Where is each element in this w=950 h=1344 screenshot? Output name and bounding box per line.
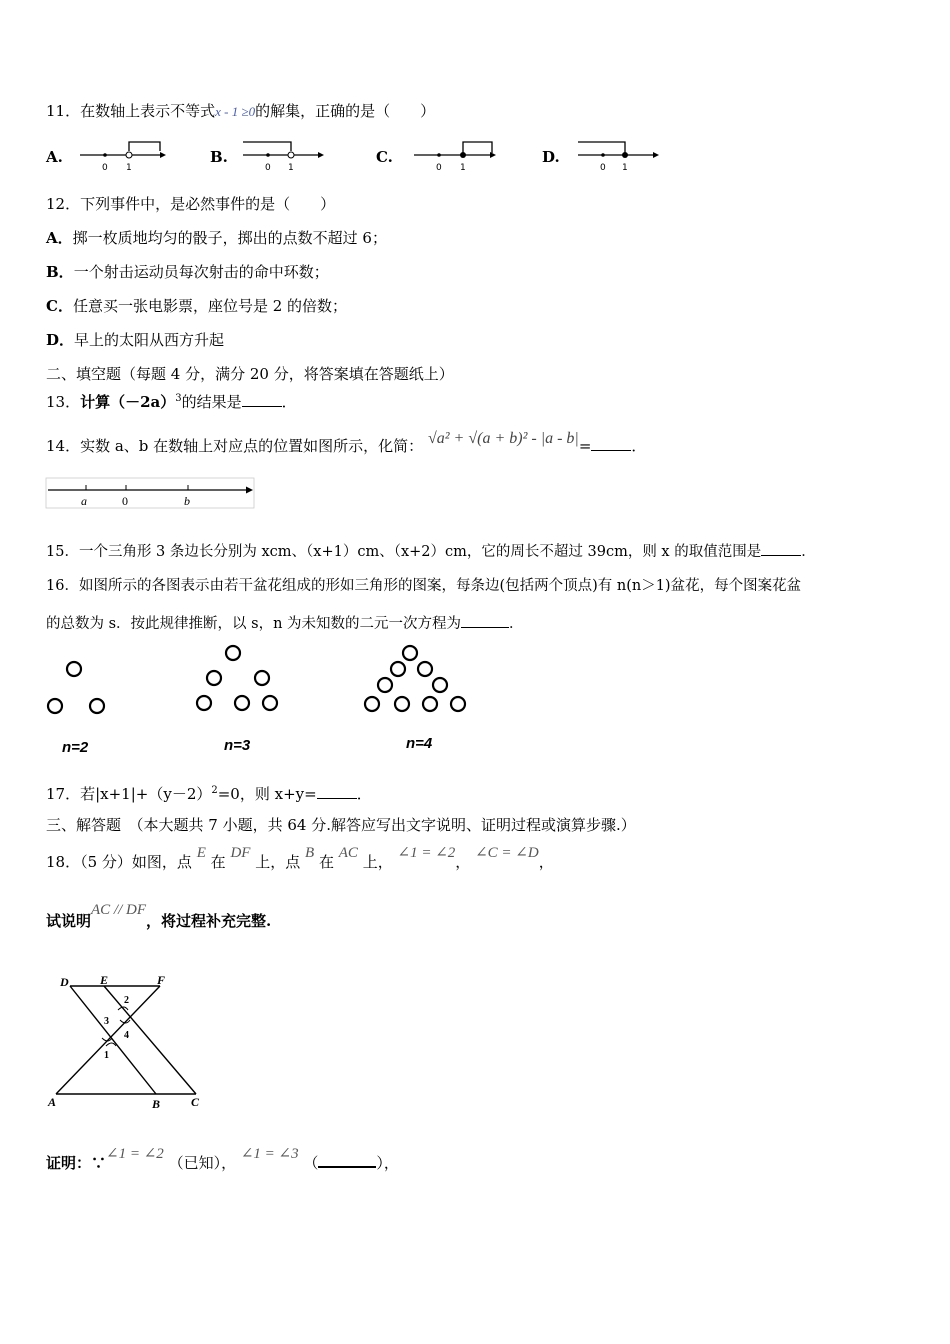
svg-text:F: F xyxy=(157,973,166,987)
q17-answer-blank[interactable] xyxy=(317,784,357,799)
flower-pot xyxy=(197,696,211,710)
flower-pot xyxy=(255,671,269,685)
q11-option-b-numberline xyxy=(243,140,333,175)
q12-option-b[interactable]: B．一个射击运动员每次射击的命中环数； xyxy=(46,263,329,281)
q12-option-d[interactable]: D．早上的太阳从西方升起 xyxy=(46,331,225,349)
q11-option-c-label[interactable]: C. xyxy=(376,148,393,166)
q11-b-zero: 0 xyxy=(265,163,271,173)
flower-pot xyxy=(67,662,81,676)
q11-c-zero: 0 xyxy=(436,163,442,173)
q14: 14．实数 a、b 在数轴上对应点的位置如图所示，化简： √a² + √(a + b)² - |a - b|= ． xyxy=(46,430,647,455)
q16-figure-n2 xyxy=(40,655,120,755)
svg-text:B: B xyxy=(152,1097,161,1111)
flower-pot xyxy=(395,697,409,711)
q13: 13．计算$(-2a)^3$的结果是 ． xyxy=(46,393,297,411)
q16-figure-n3 xyxy=(192,640,292,755)
flower-pot xyxy=(433,678,447,692)
q14-number-line xyxy=(46,478,258,510)
q18-task: 试说明AC // DF，将过程补充完整. xyxy=(46,902,272,930)
q11-option-a-label[interactable]: A. xyxy=(46,148,63,166)
flower-pot xyxy=(48,699,62,713)
flower-pot xyxy=(90,699,104,713)
q11-option-c-numberline xyxy=(414,140,504,175)
q11-stem: 11．在数轴上表示不等式x - 1 ≥0的解集，正确的是（ ） xyxy=(46,102,436,120)
flower-pot xyxy=(226,646,240,660)
flower-pot xyxy=(423,697,437,711)
q16-line1: 16．如图所示的各图表示由若干盆花组成的形如三角形的图案，每条边(包括两个顶点)有 n(n＞1)盆花，每个图案花盆 xyxy=(46,578,802,594)
q11-d-zero: 0 xyxy=(600,163,606,173)
q14-answer-blank[interactable] xyxy=(591,436,631,451)
q18-proof: 证明：∵∠1 = ∠2 （已知）， ∠1 = ∠3 （ ）， xyxy=(46,1146,399,1172)
section-3-title: 三、解答题 （本大题共 7 小题，共 64 分.解答应写出文字说明、证明过程或演算步骤.） xyxy=(46,816,636,834)
q11-option-d-label[interactable]: D. xyxy=(542,148,560,166)
flower-pot xyxy=(235,696,249,710)
q15-answer-blank[interactable] xyxy=(761,541,801,556)
q14-label-b: b xyxy=(184,494,190,508)
q11-option-a-numberline xyxy=(80,140,170,175)
svg-text:4: 4 xyxy=(124,1030,129,1041)
q12-stem: 12．下列事件中，是必然事件的是（ ） xyxy=(46,195,336,213)
q14-formula: √a² + √(a + b)² - |a - b| xyxy=(427,430,579,447)
q15: 15．一个三角形 3 条边长分别为 xcm、（x+1）cm、（x+2）cm，它的周长不超过 39cm，则 x 的取值范围是 ． xyxy=(46,541,816,562)
q18-stem: 18．（5 分）如图，点 E 在 DF 上，点 B 在 AC 上， ∠1 = ∠2， ∠C = ∠D， xyxy=(46,845,554,871)
q11-a-zero: 0 xyxy=(102,163,108,173)
q16-label-n2: n=2 xyxy=(62,739,89,756)
q16-label-n3: n=3 xyxy=(224,737,251,754)
svg-text:2: 2 xyxy=(124,995,129,1006)
svg-text:E: E xyxy=(100,973,109,987)
q16-figure-n4 xyxy=(360,640,475,755)
flower-pot xyxy=(391,662,405,676)
q16-line2: 的总数为 s．按此规律推断，以 s，n 为未知数的二元一次方程为 ． xyxy=(46,613,524,634)
flower-pot xyxy=(263,696,277,710)
q11-c-one: 1 xyxy=(460,163,466,173)
svg-text:1: 1 xyxy=(104,1050,109,1061)
flower-pot xyxy=(418,662,432,676)
q11-a-one: 1 xyxy=(126,163,132,173)
q11-d-one: 1 xyxy=(622,163,628,173)
q16-answer-blank[interactable] xyxy=(461,613,509,628)
q17: 17．若$|x+1|+(y-2)^2=0$，则 x+y= ． xyxy=(46,785,372,803)
svg-text:D: D xyxy=(60,975,69,989)
flower-pot xyxy=(451,697,465,711)
q14-label-zero: 0 xyxy=(122,494,128,508)
svg-text:3: 3 xyxy=(104,1016,109,1027)
q16-label-n4: n=4 xyxy=(406,735,433,752)
flower-pot xyxy=(403,646,417,660)
q18-geometry-figure xyxy=(46,972,216,1117)
flower-pot xyxy=(378,678,392,692)
q14-label-a: a xyxy=(81,494,87,508)
q11-option-d-numberline xyxy=(578,140,668,175)
q11-b-one: 1 xyxy=(288,163,294,173)
svg-text:A: A xyxy=(48,1095,57,1109)
q18-reason-blank[interactable] xyxy=(318,1152,376,1168)
q11-option-b-label[interactable]: B. xyxy=(210,148,228,166)
q12-option-c[interactable]: C．任意买一张电影票，座位号是 2 的倍数； xyxy=(46,297,348,315)
flower-pot xyxy=(365,697,379,711)
svg-text:C: C xyxy=(191,1095,200,1109)
q12-option-a[interactable]: A．掷一枚质地均匀的骰子，掷出的点数不超过 6； xyxy=(46,229,387,247)
flower-pot xyxy=(207,671,221,685)
q13-answer-blank[interactable] xyxy=(242,392,282,407)
section-2-title: 二、填空题（每题 4 分，满分 20 分，将答案填在答题纸上） xyxy=(46,365,454,383)
